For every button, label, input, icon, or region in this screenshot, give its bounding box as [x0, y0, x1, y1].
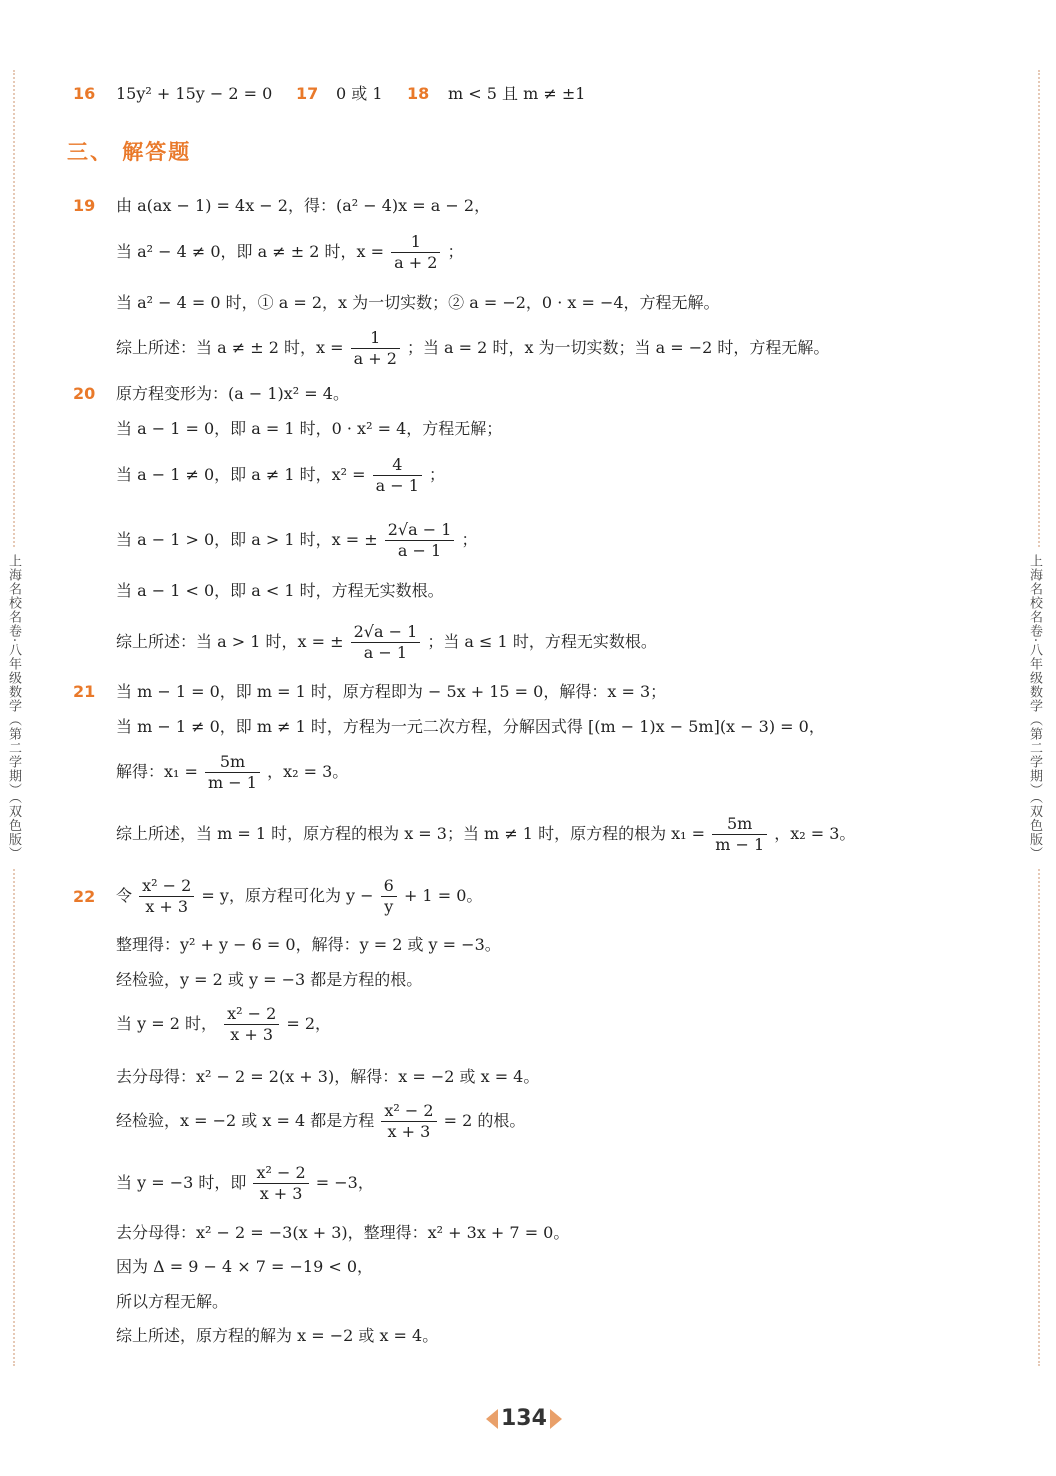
- q22-line-3: 经检验，y = 2 或 y = −3 都是方程的根。: [116, 970, 423, 989]
- fraction: $\frac{5m}{m - 1}$: [205, 752, 260, 793]
- question-number-22: 22: [73, 887, 96, 906]
- section-title: 三、 解答题: [67, 140, 192, 164]
- fraction: $\frac{2√a - 1}{a - 1}$: [385, 520, 455, 561]
- q19-line-2: 当 a² − 4 ≠ 0，即 a ≠ ± 2 时，x = $\frac{1}{a + 2}$ ；: [116, 232, 464, 272]
- left-sidebar-title: 上海名校名卷·八年级数学（第二学期）（双色版）: [4, 548, 23, 867]
- fraction: $\frac{1}{a + 2}$: [391, 232, 440, 273]
- q22-line-11: 综上所述，原方程的解为 x = −2 或 x = 4。: [116, 1326, 439, 1345]
- fraction: $\frac{\text{x² − 2}}{x + 3}$: [139, 876, 194, 917]
- q19-line-1: 由 a(ax − 1) = 4x − 2，得：(a² − 4)x = a − 2，: [116, 196, 491, 215]
- fraction: $\frac{2√a - 1}{a - 1}$: [351, 622, 421, 663]
- q22-line-8: 去分母得：x² − 2 = −3(x + 3)，整理得：x² + 3x + 7 = 0。: [116, 1223, 570, 1242]
- fraction: $\frac{1}{a + 2}$: [351, 328, 400, 369]
- q20-line-1: 原方程变形为：(a − 1)x² = 4。: [116, 384, 349, 403]
- q20-line-2: 当 a − 1 = 0，即 a = 1 时，0 · x² = 4，方程无解；: [116, 419, 503, 438]
- fraction: $\frac{\text{x² − 2}}{x + 3}$: [381, 1101, 436, 1142]
- q22-line-10: 所以方程无解。: [116, 1292, 229, 1311]
- right-arrow-icon: [550, 1409, 562, 1429]
- q21-line-1: 当 m − 1 = 0，即 m = 1 时，原方程即为 − 5x + 15 = 0，解得：x = 3；: [116, 682, 667, 701]
- q22-line-6: 经检验，x = −2 或 x = 4 都是方程 $\frac{\text{x² − 2}}{x + 3}$ = 2 的根。: [116, 1101, 526, 1141]
- answer-18: m < 5 且 m ≠ ±1: [448, 84, 586, 103]
- q20-line-3: 当 a − 1 ≠ 0，即 a ≠ 1 时，x² = $\frac{4}{a - 1}$ ；: [116, 455, 446, 495]
- page-number: 134: [486, 1406, 562, 1431]
- q20-line-4: 当 a − 1 > 0，即 a > 1 时，x = ± $\frac{2√a - 1}{a - 1}$ ；: [116, 520, 478, 560]
- q22-line-4: 当 y = 2 时， $\frac{\text{x² − 2}}{x + 3}$ = 2，: [116, 1004, 332, 1044]
- fraction: $\frac{\text{x² − 2}}{x + 3}$: [253, 1163, 308, 1204]
- q22-line-2: 整理得：y² + y − 6 = 0，解得：y = 2 或 y = −3。: [116, 935, 501, 954]
- q19-line-4: 综上所述：当 a ≠ ± 2 时，x = $\frac{1}{a + 2}$ ；当 a = 2 时，x 为一切实数；当 a = −2 时，方程无解。: [116, 328, 830, 368]
- q21-line-4: 综上所述，当 m = 1 时，原方程的根为 x = 3；当 m ≠ 1 时，原方程的根为 x₁ = $\frac{5m}{m - 1}$ ，x₂ = 3。: [116, 814, 856, 854]
- left-arrow-icon: [486, 1409, 498, 1429]
- q19-line-3: 当 a² − 4 = 0 时，① a = 2，x 为一切实数；② a = −2，0 · x = −4，方程无解。: [116, 293, 720, 312]
- question-number-19: 19: [73, 196, 96, 215]
- fraction: $\frac{5m}{m - 1}$: [712, 814, 767, 855]
- question-number-21: 21: [73, 682, 96, 701]
- question-number-18: 18: [407, 84, 430, 103]
- answer-17: 0 或 1: [336, 84, 383, 103]
- question-number-17: 17: [296, 84, 319, 103]
- question-number-20: 20: [73, 384, 96, 403]
- fraction: $\frac{\text{x² − 2}}{x + 3}$: [224, 1004, 279, 1045]
- q22-line-1: 令 $\frac{\text{x² − 2}}{x + 3}$ = y，原方程可化为 y − $\frac{6}{y}$ + 1 = 0。: [116, 876, 483, 916]
- fraction: $\frac{6}{y}$: [381, 876, 397, 917]
- q21-line-2: 当 m − 1 ≠ 0，即 m ≠ 1 时，方程为一元二次方程，分解因式得 [(m − 1)x − 5m](x − 3) = 0，: [116, 717, 825, 736]
- answer-16: 15y² + 15y − 2 = 0: [116, 84, 273, 103]
- q22-line-9: 因为 Δ = 9 − 4 × 7 = −19 < 0，: [116, 1257, 374, 1276]
- right-sidebar-title: 上海名校名卷·八年级数学（第二学期）（双色版）: [1025, 548, 1044, 867]
- fraction: $\frac{4}{a - 1}$: [373, 455, 422, 496]
- q21-line-3: 解得：x₁ = $\frac{5m}{m - 1}$ ，x₂ = 3。: [116, 752, 349, 792]
- q20-line-5: 当 a − 1 < 0，即 a < 1 时，方程无实数根。: [116, 581, 444, 600]
- question-number-16: 16: [73, 84, 96, 103]
- q20-line-6: 综上所述：当 a > 1 时，x = ± $\frac{2√a - 1}{a - 1}$ ；当 a ≤ 1 时，方程无实数根。: [116, 622, 657, 662]
- q22-line-7: 当 y = −3 时，即 $\frac{\text{x² − 2}}{x + 3}$ = −3，: [116, 1163, 374, 1203]
- q22-line-5: 去分母得：x² − 2 = 2(x + 3)，解得：x = −2 或 x = 4。: [116, 1067, 540, 1086]
